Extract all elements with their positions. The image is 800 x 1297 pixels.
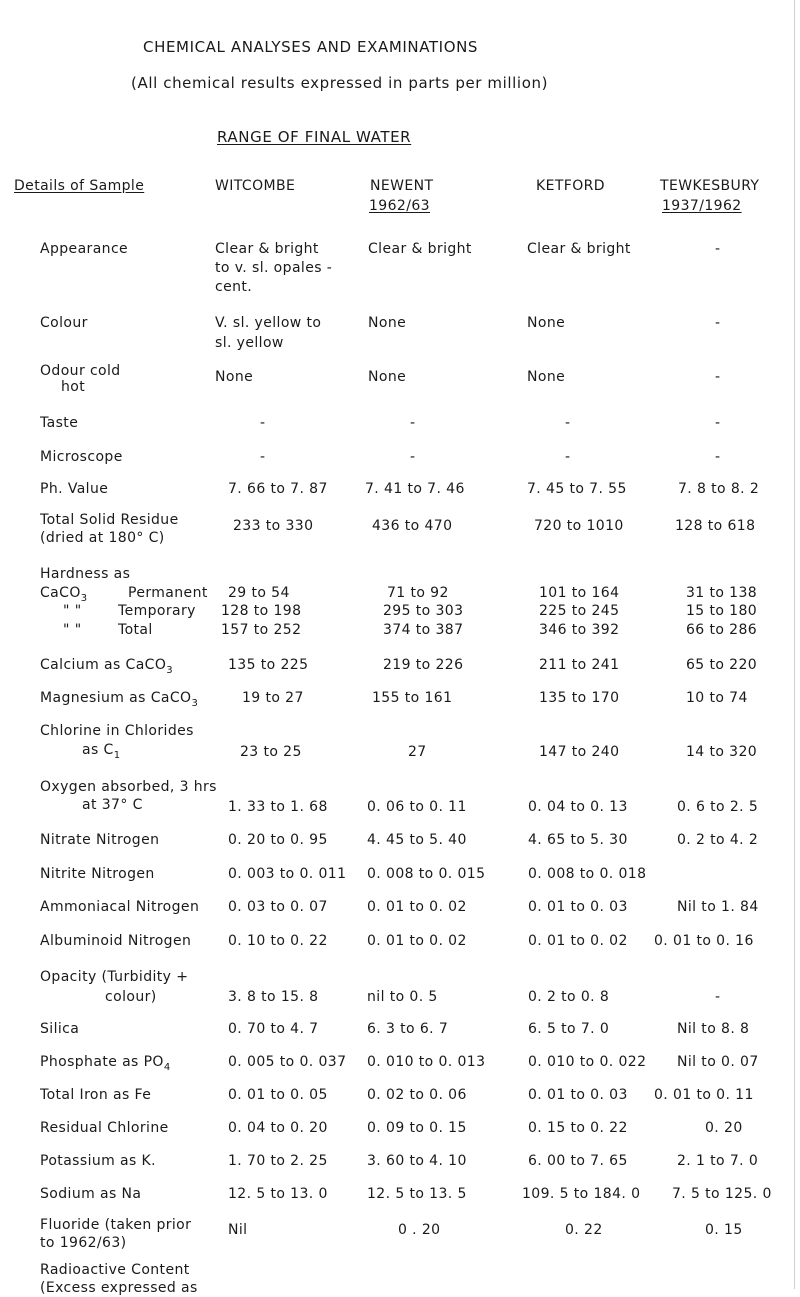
row-label-magnesium: Magnesium as CaCO$_3$ <box>40 690 199 709</box>
cell-potassium-tewkesbury: 2. 1 to 7. 0 <box>677 1153 759 1169</box>
row-label-hardness-permanent: Permanent <box>128 585 208 601</box>
cell-odour-witcombe: None <box>215 369 254 385</box>
cell-calcium-ketford: 211 to 241 <box>539 657 620 673</box>
cell-oxygen-ketford: 0. 04 to 0. 13 <box>528 799 628 815</box>
page-title: CHEMICAL ANALYSES AND EXAMINATIONS <box>143 38 479 56</box>
row-label-hardness-total: Total <box>118 622 153 638</box>
row-label-oxygen-2: at 37° C <box>82 797 143 813</box>
row-label-odour: Odour cold <box>40 363 121 379</box>
section-title: RANGE OF FINAL WATER <box>217 128 412 146</box>
cell-phosphate-tewkesbury: Nil to 0. 07 <box>677 1054 759 1070</box>
cell-chlorine-tewkesbury: 14 to 320 <box>686 744 758 760</box>
cell-hardness-total-newent: 374 to 387 <box>383 622 464 638</box>
row-label-odour-hot: hot <box>61 379 86 395</box>
cell-nitrate-ketford: 4. 65 to 5. 30 <box>528 832 628 848</box>
cell-magnesium-newent: 155 to 161 <box>372 690 453 706</box>
cell-hardness-temporary-ketford: 225 to 245 <box>539 603 620 619</box>
cell-tsr-tewkesbury: 128 to 618 <box>675 518 756 534</box>
cell-odour-newent: None <box>368 369 407 385</box>
cell-ph-newent: 7. 41 to 7. 46 <box>365 481 465 497</box>
cell-colour-tewkesbury: - <box>715 315 721 331</box>
cell-taste-witcombe: - <box>260 415 266 431</box>
row-label-fluoride: Fluoride (taken prior <box>40 1217 192 1233</box>
cell-appearance-ketford: Clear & bright <box>527 241 631 257</box>
cell-sodium-witcombe: 12. 5 to 13. 0 <box>228 1186 328 1202</box>
cell-silica-newent: 6. 3 to 6. 7 <box>367 1021 449 1037</box>
header-witcombe: WITCOMBE <box>215 178 296 194</box>
cell-chlorine-newent: 27 <box>408 744 427 760</box>
cell-calcium-witcombe: 135 to 225 <box>228 657 309 673</box>
cell-opacity-tewkesbury: - <box>715 989 721 1005</box>
cell-hardness-temporary-newent: 295 to 303 <box>383 603 464 619</box>
cell-iron-newent: 0. 02 to 0. 06 <box>367 1087 467 1103</box>
row-label-tsr: Total Solid Residue <box>40 512 179 528</box>
row-label-nitrite: Nitrite Nitrogen <box>40 866 155 882</box>
cell-calcium-newent: 219 to 226 <box>383 657 464 673</box>
cell-magnesium-tewkesbury: 10 to 74 <box>686 690 748 706</box>
cell-albuminoid-newent: 0. 01 to 0. 02 <box>367 933 467 949</box>
row-label-potassium: Potassium as K. <box>40 1153 156 1169</box>
row-label-calcium: Calcium as CaCO$_3$ <box>40 657 174 676</box>
row-label-microscope: Microscope <box>40 449 123 465</box>
cell-nitrate-newent: 4. 45 to 5. 40 <box>367 832 467 848</box>
cell-albuminoid-tewkesbury: 0. 01 to 0. 16 <box>654 933 754 949</box>
cell-albuminoid-witcombe: 0. 10 to 0. 22 <box>228 933 328 949</box>
cell-ph-tewkesbury: 7. 8 to 8. 2 <box>678 481 760 497</box>
cell-residual-ketford: 0. 15 to 0. 22 <box>528 1120 628 1136</box>
cell-silica-witcombe: 0. 70 to 4. 7 <box>228 1021 319 1037</box>
row-label-silica: Silica <box>40 1021 80 1037</box>
row-label-appearance: Appearance <box>40 241 129 257</box>
cell-tsr-ketford: 720 to 1010 <box>534 518 624 534</box>
cell-albuminoid-ketford: 0. 01 to 0. 02 <box>528 933 628 949</box>
cell-tsr-witcombe: 233 to 330 <box>233 518 314 534</box>
cell-residual-witcombe: 0. 04 to 0. 20 <box>228 1120 328 1136</box>
cell-hardness-total-witcombe: 157 to 252 <box>221 622 302 638</box>
cell-silica-ketford: 6. 5 to 7. 0 <box>528 1021 610 1037</box>
row-label-sodium: Sodium as Na <box>40 1186 142 1202</box>
header-newent: NEWENT <box>370 178 434 194</box>
cell-iron-tewkesbury: 0. 01 to 0. 11 <box>654 1087 754 1103</box>
cell-hardness-total-ketford: 346 to 392 <box>539 622 620 638</box>
cell-ph-witcombe: 7. 66 to 7. 87 <box>228 481 328 497</box>
cell-ph-ketford: 7. 45 to 7. 55 <box>527 481 627 497</box>
header-details: Details of Sample <box>14 178 145 194</box>
cell-sodium-tewkesbury: 7. 5 to 125. 0 <box>672 1186 772 1202</box>
cell-opacity-ketford: 0. 2 to 0. 8 <box>528 989 610 1005</box>
row-label-ph: Ph. Value <box>40 481 109 497</box>
row-label-chlorine: Chlorine in Chlorides <box>40 723 194 739</box>
cell-tsr-newent: 436 to 470 <box>372 518 453 534</box>
row-label-colour: Colour <box>40 315 88 331</box>
cell-hardness-total-tewkesbury: 66 to 286 <box>686 622 758 638</box>
row-label-tsr-2: (dried at 180° C) <box>40 530 165 546</box>
cell-fluoride-ketford: 0. 22 <box>565 1222 603 1238</box>
page-edge <box>794 0 800 1289</box>
cell-microscope-witcombe: - <box>260 449 266 465</box>
cell-chlorine-witcombe: 23 to 25 <box>240 744 302 760</box>
cell-potassium-witcombe: 1. 70 to 2. 25 <box>228 1153 328 1169</box>
row-label-opacity: Opacity (Turbidity + <box>40 969 189 985</box>
cell-nitrate-witcombe: 0. 20 to 0. 95 <box>228 832 328 848</box>
row-label-radioactive-2: (Excess expressed as <box>40 1280 198 1296</box>
row-label-hardness-ditto-2: " " <box>63 622 82 638</box>
cell-nitrite-witcombe: 0. 003 to 0. 011 <box>228 866 347 882</box>
row-label-opacity-2: colour) <box>105 989 157 1005</box>
cell-taste-ketford: - <box>565 415 571 431</box>
cell-opacity-witcombe: 3. 8 to 15. 8 <box>228 989 319 1005</box>
cell-fluoride-newent: 0 . 20 <box>398 1222 441 1238</box>
cell-nitrite-ketford: 0. 008 to 0. 018 <box>528 866 647 882</box>
cell-oxygen-tewkesbury: 0. 6 to 2. 5 <box>677 799 759 815</box>
cell-nitrate-tewkesbury: 0. 2 to 4. 2 <box>677 832 759 848</box>
cell-appearance-witcombe-2: to v. sl. opales - <box>215 260 333 276</box>
row-label-iron: Total Iron as Fe <box>40 1087 152 1103</box>
cell-fluoride-witcombe: Nil <box>228 1222 248 1238</box>
row-label-hardness-caco3: CaCO$_3$ <box>40 585 88 604</box>
cell-ammoniacal-tewkesbury: Nil to 1. 84 <box>677 899 759 915</box>
row-label-oxygen: Oxygen absorbed, 3 hrs <box>40 779 217 795</box>
cell-residual-tewkesbury: 0. 20 <box>705 1120 743 1136</box>
cell-fluoride-tewkesbury: 0. 15 <box>705 1222 743 1238</box>
cell-phosphate-witcombe: 0. 005 to 0. 037 <box>228 1054 347 1070</box>
cell-appearance-witcombe-1: Clear & bright <box>215 241 319 257</box>
cell-phosphate-newent: 0. 010 to 0. 013 <box>367 1054 486 1070</box>
cell-magnesium-ketford: 135 to 170 <box>539 690 620 706</box>
row-label-hardness-ditto-1: " " <box>63 603 82 619</box>
row-label-chlorine-2: as $C_1$ <box>82 742 121 761</box>
cell-odour-ketford: None <box>527 369 566 385</box>
row-label-ammoniacal: Ammoniacal Nitrogen <box>40 899 200 915</box>
cell-hardness-permanent-newent: 71 to 92 <box>387 585 449 601</box>
cell-nitrite-newent: 0. 008 to 0. 015 <box>367 866 486 882</box>
header-newent-years: 1962/63 <box>369 198 430 214</box>
row-label-fluoride-2: to 1962/63) <box>40 1235 127 1251</box>
cell-ammoniacal-witcombe: 0. 03 to 0. 07 <box>228 899 328 915</box>
cell-colour-newent: None <box>368 315 407 331</box>
cell-sodium-newent: 12. 5 to 13. 5 <box>367 1186 467 1202</box>
cell-residual-newent: 0. 09 to 0. 15 <box>367 1120 467 1136</box>
row-label-nitrate: Nitrate Nitrogen <box>40 832 160 848</box>
cell-hardness-temporary-tewkesbury: 15 to 180 <box>686 603 758 619</box>
header-ketford: KETFORD <box>536 178 605 194</box>
row-label-albuminoid: Albuminoid Nitrogen <box>40 933 192 949</box>
row-label-phosphate: Phosphate as $PO_4$ <box>40 1054 171 1073</box>
cell-odour-tewkesbury: - <box>715 369 721 385</box>
cell-magnesium-witcombe: 19 to 27 <box>242 690 304 706</box>
cell-sodium-ketford: 109. 5 to 184. 0 <box>522 1186 641 1202</box>
cell-iron-ketford: 0. 01 to 0. 03 <box>528 1087 628 1103</box>
cell-iron-witcombe: 0. 01 to 0. 05 <box>228 1087 328 1103</box>
cell-potassium-ketford: 6. 00 to 7. 65 <box>528 1153 628 1169</box>
row-label-hardness: Hardness as <box>40 566 131 582</box>
cell-chlorine-ketford: 147 to 240 <box>539 744 620 760</box>
cell-ammoniacal-newent: 0. 01 to 0. 02 <box>367 899 467 915</box>
row-label-radioactive: Radioactive Content <box>40 1262 190 1278</box>
cell-calcium-tewkesbury: 65 to 220 <box>686 657 758 673</box>
cell-hardness-permanent-tewkesbury: 31 to 138 <box>686 585 758 601</box>
cell-hardness-permanent-witcombe: 29 to 54 <box>228 585 290 601</box>
cell-oxygen-witcombe: 1. 33 to 1. 68 <box>228 799 328 815</box>
cell-microscope-tewkesbury: - <box>715 449 721 465</box>
cell-appearance-newent: Clear & bright <box>368 241 472 257</box>
row-label-taste: Taste <box>40 415 79 431</box>
cell-silica-tewkesbury: Nil to 8. 8 <box>677 1021 750 1037</box>
cell-colour-witcombe-1: V. sl. yellow to <box>215 315 322 331</box>
page-subtitle: (All chemical results expressed in parts per million) <box>131 74 549 92</box>
row-label-residual: Residual Chlorine <box>40 1120 169 1136</box>
header-tewkesbury-years: 1937/1962 <box>662 198 742 214</box>
cell-microscope-ketford: - <box>565 449 571 465</box>
cell-phosphate-ketford: 0. 010 to 0. 022 <box>528 1054 647 1070</box>
header-tewkesbury: TEWKESBURY <box>660 178 760 194</box>
cell-appearance-tewkesbury: - <box>715 241 721 257</box>
cell-appearance-witcombe-3: cent. <box>215 279 253 295</box>
row-label-hardness-temporary: Temporary <box>118 603 196 619</box>
cell-potassium-newent: 3. 60 to 4. 10 <box>367 1153 467 1169</box>
cell-microscope-newent: - <box>410 449 416 465</box>
cell-hardness-temporary-witcombe: 128 to 198 <box>221 603 302 619</box>
cell-hardness-permanent-ketford: 101 to 164 <box>539 585 620 601</box>
cell-ammoniacal-ketford: 0. 01 to 0. 03 <box>528 899 628 915</box>
cell-taste-tewkesbury: - <box>715 415 721 431</box>
cell-taste-newent: - <box>410 415 416 431</box>
cell-colour-ketford: None <box>527 315 566 331</box>
cell-colour-witcombe-2: sl. yellow <box>215 335 284 351</box>
cell-opacity-newent: nil to 0. 5 <box>367 989 438 1005</box>
cell-oxygen-newent: 0. 06 to 0. 11 <box>367 799 467 815</box>
